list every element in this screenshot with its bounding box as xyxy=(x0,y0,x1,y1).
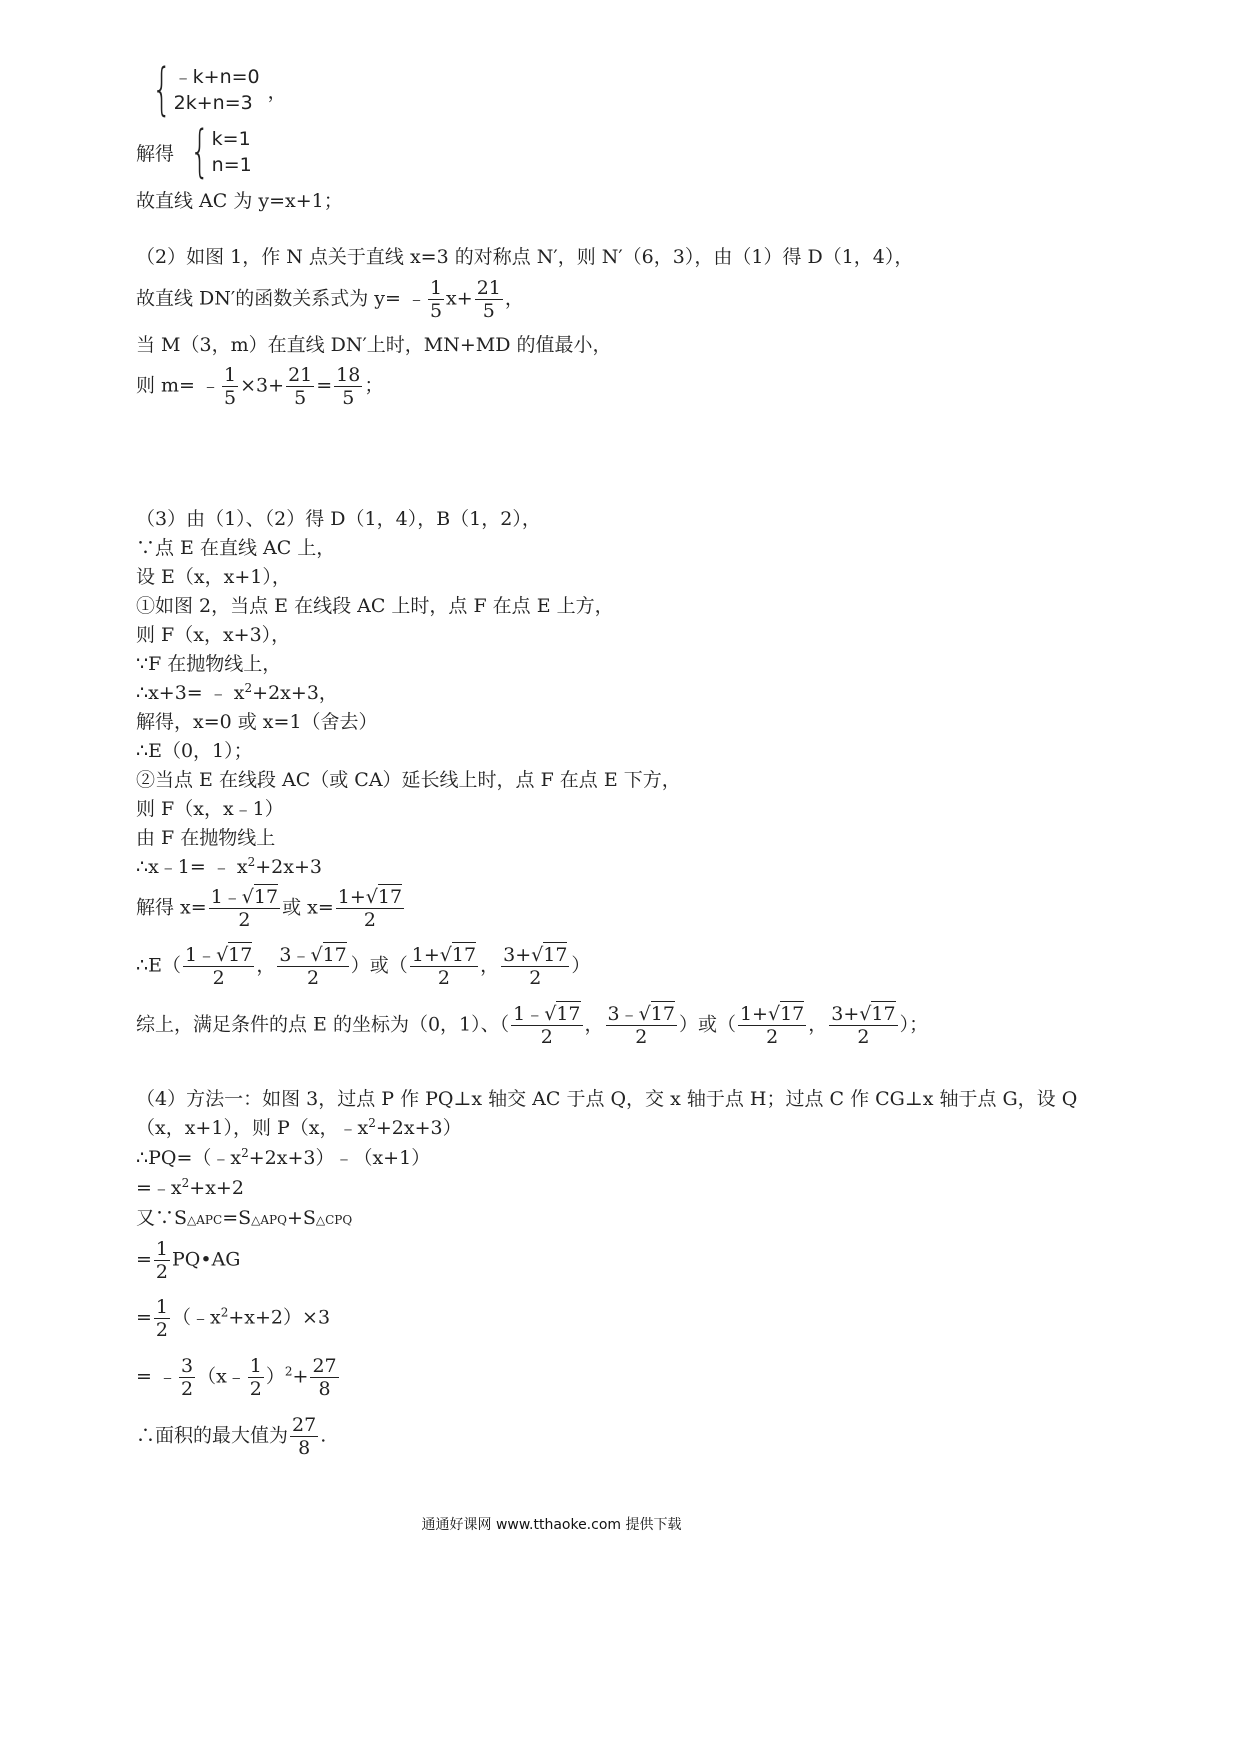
fraction xyxy=(606,1003,677,1048)
part2-line2 xyxy=(136,277,524,322)
comma: ， xyxy=(267,80,287,103)
radicand: 17 xyxy=(650,1003,675,1025)
part3-line14 xyxy=(136,886,406,931)
radicand: 17 xyxy=(556,1003,581,1025)
numerator: 1 xyxy=(155,1238,169,1260)
text: ）； xyxy=(899,1013,929,1036)
text: ， xyxy=(808,1013,828,1036)
part2-line3: 当 M（3，m）在直线 DN′上时，MN+MD 的值最小， xyxy=(136,334,612,356)
equation-row: n=1 xyxy=(211,154,252,176)
text: +2x+3）﹣（x+1） xyxy=(248,1147,431,1169)
equation-row: 2k+n=3 xyxy=(173,92,253,114)
text: ， xyxy=(504,287,524,310)
part3-line8: 解得，x=0 或 x=1（舍去） xyxy=(136,711,378,733)
text: ∴PQ=（﹣x xyxy=(136,1147,242,1169)
text: ， xyxy=(584,1013,604,1036)
text: = xyxy=(316,374,333,397)
radicand: 17 xyxy=(543,944,568,966)
text: = ﹣ xyxy=(136,1365,177,1388)
text: ∴x﹣1= ﹣ x xyxy=(136,856,248,878)
fraction xyxy=(336,886,404,931)
radicand: 17 xyxy=(871,1003,896,1025)
text: . xyxy=(320,1424,327,1447)
exponent: 2 xyxy=(241,1146,249,1160)
denominator: 5 xyxy=(224,387,237,409)
part3-line10: ②当点 E 在线段 AC（或 CA）延长线上时，点 F 在点 E 下方， xyxy=(136,769,681,791)
part3-line4: ①如图 2，当点 E 在线段 AC 上时，点 F 在点 E 上方， xyxy=(136,595,614,617)
part4-line1: （4）方法一：如图 3，过点 P 作 PQ⊥x 轴交 AC 于点 Q，交 x 轴于点 H；过点 C 作 CG⊥x 轴于点 G，设 Q xyxy=(136,1088,1078,1110)
part3-line3: 设 E（x，x+1）， xyxy=(136,566,291,588)
part3-line12: 由 F 在抛物线上 xyxy=(136,827,276,849)
fraction xyxy=(829,1003,897,1048)
fraction xyxy=(277,944,348,989)
part3-line16 xyxy=(136,1003,928,1048)
left-brace: { xyxy=(152,57,172,122)
text: +x+2 xyxy=(189,1177,244,1199)
denominator: 5 xyxy=(294,387,307,409)
denominator: 2 xyxy=(155,1261,169,1283)
text: = xyxy=(136,1248,152,1271)
fraction xyxy=(410,944,478,989)
equation-system-2 xyxy=(136,119,252,184)
text: +2x+3， xyxy=(252,682,338,704)
part4-line7 xyxy=(136,1296,330,1341)
part3-line9: ∴E（0，1）； xyxy=(136,740,253,762)
part3-line5: 则 F（x，x+3）， xyxy=(136,624,291,646)
part4-line6 xyxy=(136,1238,240,1283)
exponent: 2 xyxy=(247,855,256,869)
numerator: 1 xyxy=(429,277,443,299)
denominator: 2 xyxy=(238,909,251,931)
part3-line13 xyxy=(136,854,322,880)
numerator: 3+√17 xyxy=(503,944,568,966)
text: ； xyxy=(364,374,384,397)
radicand: 17 xyxy=(228,944,253,966)
text: （﹣x xyxy=(172,1306,221,1329)
denominator: 5 xyxy=(482,300,495,322)
part3-line11: 则 F（x，x﹣1） xyxy=(136,798,284,820)
text: PQ•AG xyxy=(172,1248,241,1271)
numerator: 1 xyxy=(249,1355,262,1377)
fraction xyxy=(179,1355,195,1400)
denominator: 2 xyxy=(635,1026,648,1048)
text: 则 m= ﹣ xyxy=(136,374,221,397)
text: ∴E（ xyxy=(136,954,181,977)
denominator: 2 xyxy=(212,967,225,989)
text: 1+ xyxy=(739,1003,768,1025)
equation-row: ﹣k+n=0 xyxy=(173,66,260,88)
part2-line1: （2）如图 1，作 N 点关于直线 x=3 的对称点 N′，则 N′（6，3），由（1）得 D（1，4）， xyxy=(136,246,914,268)
text: 又∵S xyxy=(136,1207,188,1229)
denominator: 2 xyxy=(363,909,376,931)
exponent: 2 xyxy=(181,1176,190,1190)
text: +2x+3 xyxy=(255,856,322,878)
radicand: 17 xyxy=(377,886,403,908)
page-footer: 通通好课网 www.tthaoke.com 提供下载 xyxy=(421,1517,682,1533)
part4-line5 xyxy=(136,1205,352,1233)
text: ， xyxy=(480,954,500,977)
text: ）或（ xyxy=(678,1013,736,1036)
numerator: 1﹣√17 xyxy=(513,1003,581,1025)
fraction xyxy=(154,1296,170,1341)
denominator: 2 xyxy=(307,967,320,989)
fraction xyxy=(248,1355,264,1400)
text: ， xyxy=(256,954,276,977)
text: ∴面积的最大值为 xyxy=(136,1424,289,1447)
text: +S xyxy=(286,1207,316,1229)
numerator: 1 xyxy=(224,364,237,386)
equation-row: k=1 xyxy=(211,128,251,150)
part3-line1: （3）由（1）、（2）得 D（1，4），B（1，2）， xyxy=(136,508,541,530)
part4-line9 xyxy=(136,1414,326,1459)
numerator: 21 xyxy=(288,364,313,386)
text: 3+ xyxy=(831,1003,860,1025)
denominator: 5 xyxy=(429,300,443,322)
numerator: 1+√17 xyxy=(411,944,477,966)
text: （x﹣ xyxy=(197,1365,246,1388)
fraction xyxy=(475,277,503,322)
text: =﹣x xyxy=(136,1177,182,1199)
solve-prefix: 解得 xyxy=(136,142,175,165)
part3-line7 xyxy=(136,680,338,706)
text: 1﹣ xyxy=(184,944,217,966)
denominator: 2 xyxy=(529,967,542,989)
text: 3﹣ xyxy=(279,944,311,966)
fraction xyxy=(310,1355,338,1400)
text: +2x+3） xyxy=(375,1117,462,1139)
part3-line6: ∵F 在抛物线上， xyxy=(136,653,282,675)
denominator: 2 xyxy=(766,1026,779,1048)
numerator: 3 xyxy=(180,1355,194,1377)
text: 1﹣ xyxy=(210,886,242,908)
fraction xyxy=(511,1003,582,1048)
denominator: 2 xyxy=(857,1026,870,1048)
numerator: 27 xyxy=(312,1355,337,1377)
numerator: 1+√17 xyxy=(337,886,403,908)
text: 1+ xyxy=(411,944,440,966)
text: 3+ xyxy=(503,944,532,966)
exponent: 2 xyxy=(244,681,253,695)
radicand: 17 xyxy=(780,1003,805,1025)
text: + xyxy=(292,1365,309,1388)
radicand: 17 xyxy=(322,944,347,966)
text: ×3+ xyxy=(240,374,285,397)
denominator: 2 xyxy=(540,1026,553,1048)
exponent: 2 xyxy=(220,1305,229,1320)
text: = xyxy=(136,1306,152,1329)
fraction xyxy=(183,944,254,989)
part3-line2: ∵点 E 在直线 AC 上， xyxy=(136,537,336,559)
subscript: △CPQ xyxy=(315,1213,353,1227)
text: +x+2）×3 xyxy=(228,1306,331,1329)
text: ） xyxy=(265,1365,285,1388)
text: ） xyxy=(571,954,591,977)
text: 故直线 DN′的函数关系式为 y= ﹣ xyxy=(136,287,426,310)
denominator: 5 xyxy=(342,387,355,409)
text: 1+ xyxy=(337,886,366,908)
numerator: 1+√17 xyxy=(739,1003,805,1025)
fraction xyxy=(209,886,280,931)
fraction xyxy=(334,364,362,409)
text: ∴x+3= ﹣ x xyxy=(136,682,245,704)
numerator: 18 xyxy=(336,364,361,386)
left-brace: { xyxy=(190,119,210,184)
numerator: 3+√17 xyxy=(831,1003,896,1025)
subscript: △APQ xyxy=(251,1213,287,1227)
subscript: △APC xyxy=(187,1213,223,1227)
fraction xyxy=(154,1238,170,1283)
part3-line15 xyxy=(136,944,590,989)
fraction xyxy=(501,944,569,989)
numerator: 1﹣√17 xyxy=(184,944,253,966)
part4-line3 xyxy=(136,1145,430,1171)
fraction xyxy=(738,1003,806,1048)
exponent: 2 xyxy=(368,1116,376,1130)
numerator: 3﹣√17 xyxy=(607,1003,675,1025)
exponent: 2 xyxy=(284,1364,293,1379)
text: 1﹣ xyxy=(513,1003,545,1025)
denominator: 2 xyxy=(155,1319,169,1341)
text: 3﹣ xyxy=(607,1003,639,1025)
fraction xyxy=(222,364,238,409)
text: =S xyxy=(222,1207,252,1229)
text: ）或（ xyxy=(350,954,408,977)
numerator: 1﹣√17 xyxy=(210,886,279,908)
text: 解得 x= xyxy=(136,896,207,919)
numerator: 21 xyxy=(476,277,501,299)
fraction xyxy=(428,277,444,322)
equation-system-1 xyxy=(136,57,287,122)
denominator: 2 xyxy=(249,1378,262,1400)
fraction xyxy=(286,364,314,409)
line-ac-result: 故直线 AC 为 y=x+1； xyxy=(136,190,343,212)
fraction xyxy=(290,1414,318,1459)
text: 综上，满足条件的点 E 的坐标为（0，1）、（ xyxy=(136,1013,510,1036)
part4-line4 xyxy=(136,1175,244,1201)
radicand: 17 xyxy=(253,886,279,908)
denominator: 2 xyxy=(437,967,450,989)
text: 或 x= xyxy=(282,896,334,919)
part2-line4 xyxy=(136,364,383,409)
radicand: 17 xyxy=(451,944,477,966)
denominator: 8 xyxy=(318,1378,331,1400)
part4-line8 xyxy=(136,1355,341,1400)
text: （x，x+1），则 P（x，﹣x xyxy=(136,1117,369,1139)
part4-line2 xyxy=(136,1115,462,1141)
text: x+ xyxy=(446,287,473,310)
denominator: 8 xyxy=(298,1437,311,1459)
numerator: 27 xyxy=(292,1414,317,1436)
numerator: 3﹣√17 xyxy=(279,944,347,966)
numerator: 1 xyxy=(155,1296,169,1318)
denominator: 2 xyxy=(180,1378,194,1400)
